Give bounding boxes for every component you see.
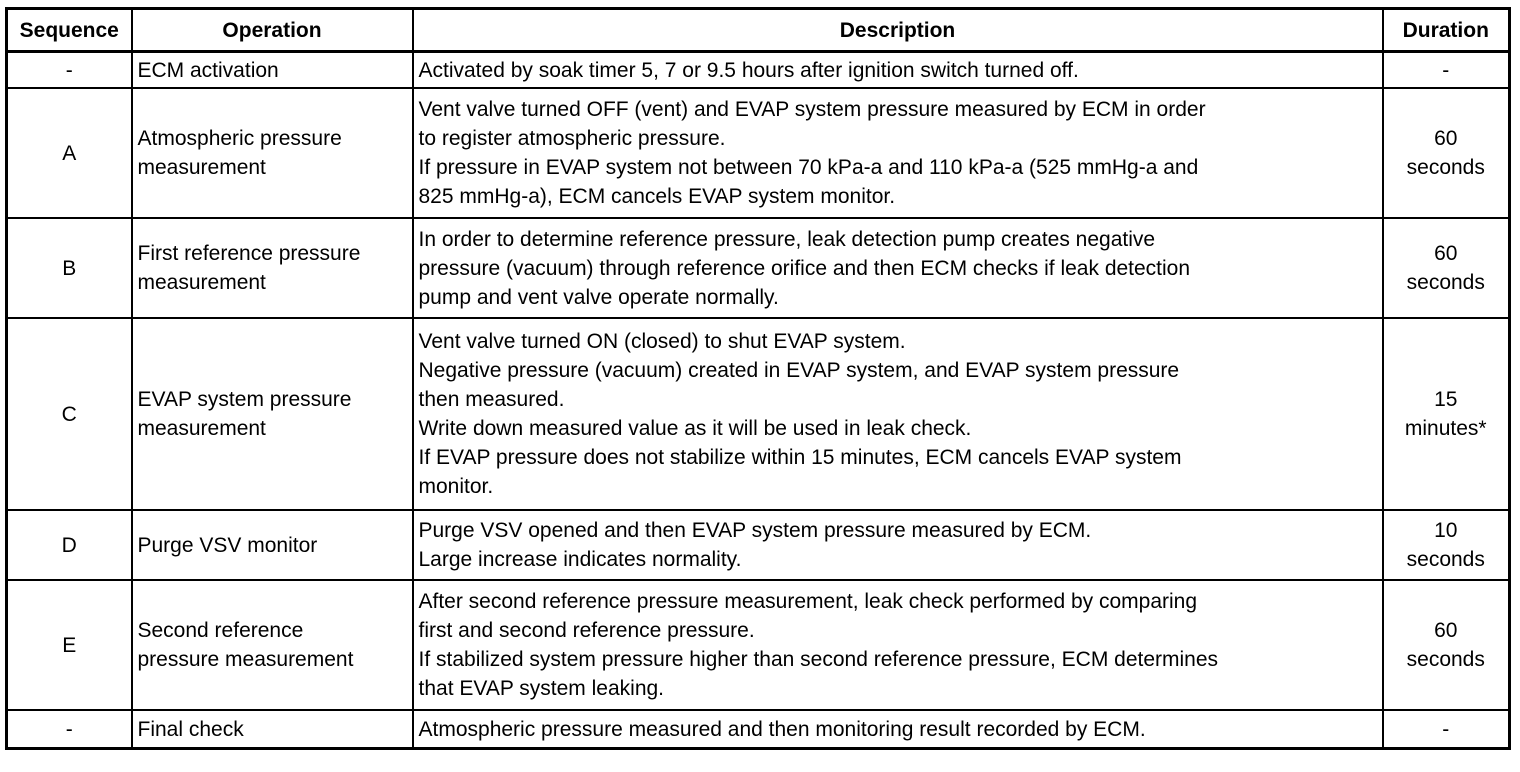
table-row bbox=[7, 88, 1510, 218]
description-line: If EVAP pressure does not stabilize within 15 minutes, ECM cancels EVAP system bbox=[418, 446, 1182, 469]
sequence-cell: C bbox=[7, 318, 132, 510]
description-line: Negative pressure (vacuum) created in EVAP system, and EVAP system pressure bbox=[418, 359, 1180, 382]
duration-unit: seconds bbox=[1406, 548, 1485, 571]
sequence-cell: - bbox=[7, 52, 132, 89]
description-cell bbox=[413, 580, 1383, 710]
operation-text: pressure measurement bbox=[137, 648, 354, 671]
duration-cell bbox=[1383, 580, 1510, 710]
operation-text: EVAP system pressure bbox=[137, 388, 352, 411]
description-line: monitor. bbox=[418, 475, 494, 498]
description-line: pump and vent valve operate normally. bbox=[418, 285, 779, 309]
operation-cell bbox=[132, 52, 413, 89]
header-operation: Operation bbox=[132, 9, 413, 52]
operation-text: ECM activation bbox=[137, 58, 279, 82]
description-cell bbox=[413, 52, 1383, 89]
description-line: Activated by soak timer 5, 7 or 9.5 hours after ignition switch turned off. bbox=[418, 58, 1079, 82]
description-line: that EVAP system leaking. bbox=[418, 677, 665, 700]
description-line: Write down measured value as it will be used in leak check. bbox=[418, 417, 972, 440]
operation-cell bbox=[132, 318, 413, 510]
operation-text: measurement bbox=[137, 271, 266, 294]
description-line: Large increase indicates normality. bbox=[418, 548, 742, 571]
evap-monitor-sequence-table bbox=[5, 7, 1511, 750]
description-line: 825 mmHg-a), ECM cancels EVAP system monitor. bbox=[418, 185, 896, 208]
table-row bbox=[7, 510, 1510, 580]
duration-cell bbox=[1383, 218, 1510, 318]
duration-value: 15 bbox=[1434, 388, 1458, 411]
duration-unit: seconds bbox=[1406, 156, 1485, 179]
duration-value: 60 bbox=[1434, 619, 1458, 642]
operation-text: First reference pressure bbox=[137, 242, 361, 265]
description-line: In order to determine reference pressure, leak detection pump creates negative bbox=[418, 227, 1156, 251]
duration-cell bbox=[1383, 710, 1510, 749]
duration-text: - bbox=[1442, 717, 1450, 741]
description-line: Vent valve turned OFF (vent) and EVAP system pressure measured by ECM in order bbox=[418, 98, 1206, 121]
table-row bbox=[7, 318, 1510, 510]
description-cell bbox=[413, 88, 1383, 218]
duration-unit: seconds bbox=[1406, 648, 1485, 671]
duration-value: 60 bbox=[1434, 127, 1458, 150]
sequence-cell: B bbox=[7, 218, 132, 318]
operation-cell bbox=[132, 88, 413, 218]
header-description: Description bbox=[413, 9, 1383, 52]
description-line: pressure (vacuum) through reference orifice and then ECM checks if leak detection bbox=[418, 256, 1191, 280]
sequence-cell: A bbox=[7, 88, 132, 218]
operation-text: Second reference bbox=[137, 619, 304, 642]
table-row bbox=[7, 580, 1510, 710]
description-line: to register atmospheric pressure. bbox=[418, 127, 726, 150]
operation-text: Purge VSV monitor bbox=[137, 533, 318, 557]
duration-cell bbox=[1383, 52, 1510, 89]
description-cell bbox=[413, 510, 1383, 580]
sequence-cell: - bbox=[7, 710, 132, 749]
description-cell bbox=[413, 218, 1383, 318]
operation-cell bbox=[132, 218, 413, 318]
description-line: If stabilized system pressure higher than second reference pressure, ECM determines bbox=[418, 648, 1219, 671]
description-line: After second reference pressure measurement, leak check performed by comparing bbox=[418, 590, 1198, 613]
operation-text: Final check bbox=[137, 717, 244, 741]
duration-cell bbox=[1383, 88, 1510, 218]
duration-value: 60 bbox=[1434, 242, 1458, 265]
operation-text: measurement bbox=[137, 417, 266, 440]
description-line: first and second reference pressure. bbox=[418, 619, 755, 642]
operation-text: measurement bbox=[137, 156, 266, 179]
duration-text: - bbox=[1442, 58, 1450, 82]
duration-unit: minutes* bbox=[1404, 417, 1487, 440]
description-line: If pressure in EVAP system not between 70 kPa-a and 110 kPa-a (525 mmHg-a and bbox=[418, 156, 1199, 179]
table-row bbox=[7, 710, 1510, 749]
description-cell bbox=[413, 318, 1383, 510]
header-duration: Duration bbox=[1383, 9, 1510, 52]
table-row bbox=[7, 52, 1510, 89]
sequence-cell: D bbox=[7, 510, 132, 580]
table-header-row bbox=[7, 9, 1510, 52]
operation-cell bbox=[132, 710, 413, 749]
header-sequence: Sequence bbox=[7, 9, 132, 52]
description-line: Atmospheric pressure measured and then monitoring result recorded by ECM. bbox=[418, 717, 1146, 741]
operation-cell bbox=[132, 510, 413, 580]
duration-unit: seconds bbox=[1406, 271, 1485, 294]
description-line: Purge VSV opened and then EVAP system pressure measured by ECM. bbox=[418, 519, 1092, 542]
duration-cell bbox=[1383, 318, 1510, 510]
table-row bbox=[7, 218, 1510, 318]
description-line: Vent valve turned ON (closed) to shut EVAP system. bbox=[418, 330, 906, 353]
operation-text: Atmospheric pressure bbox=[137, 127, 342, 150]
description-cell bbox=[413, 710, 1383, 749]
duration-value: 10 bbox=[1434, 519, 1458, 542]
description-line: then measured. bbox=[418, 388, 565, 411]
operation-cell bbox=[132, 580, 413, 710]
duration-cell bbox=[1383, 510, 1510, 580]
sequence-cell: E bbox=[7, 580, 132, 710]
